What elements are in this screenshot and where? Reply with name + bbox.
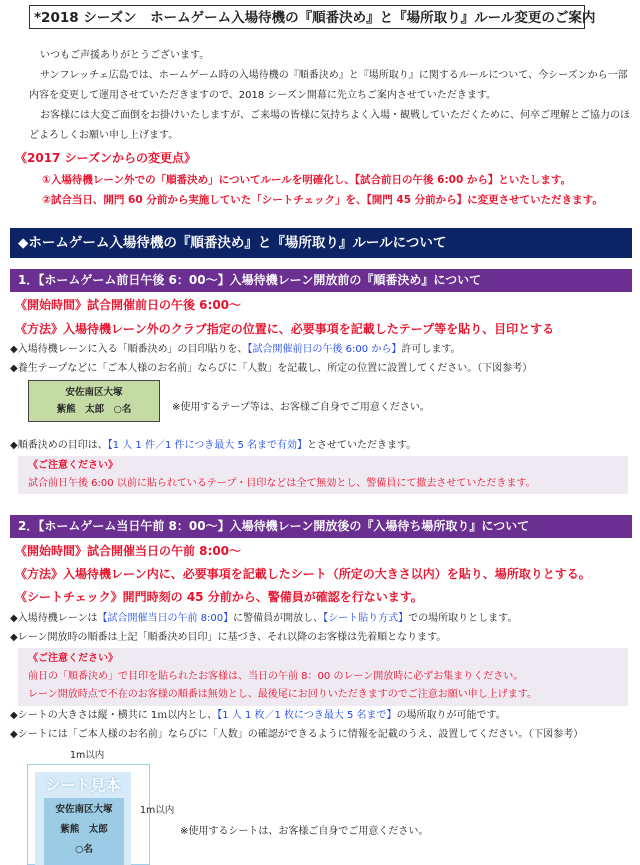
page-title: *2018 シーズン ホームゲーム入場待機の『順番決め』と『場所取り』ルール変更のご案内: [29, 5, 585, 29]
sheet-label-line: 安佐南区大塚: [55, 804, 113, 815]
section2-header: 2．【ホームゲーム当日午前 8：00～】入場待機レーン開放後の『入場待ち場所取り』について: [10, 515, 632, 538]
section2-bullet: ◆レーン開放時の順番は上記「順番決め目印」に基づき、それ以降のお客様は先着順となります。: [10, 632, 447, 643]
tape-label-sample: [28, 380, 160, 422]
section2-start-time: 《開始時間》試合開催当日の午前 8:00～: [15, 544, 242, 558]
intro-line: お客様には大変ご面倒をお掛けいたしますが、ご来場の皆様に気持ちよく入場・観戦していただくために、何卒ご理解とご協力のほ: [40, 110, 630, 121]
section1-bullet: ◆養生テープなどに「ご本人様のお名前」ならびに「人数」を記載し、所定の位置に設置してください。（下図参考）: [10, 363, 533, 374]
changes-heading: 《2017 シーズンからの変更点》: [15, 151, 196, 165]
intro-line: いつもご声援ありがとうございます。: [40, 50, 210, 61]
section2-method: 《方法》入場待機レーン内に、必要事項を記載したシート（所定の大きさ以内）を貼り、場所取りとする。: [15, 567, 591, 581]
change-item: ①入場待機レーン外での「順番決め」についてルールを明確化し、【試合前日の午後 6:00 から】といたします。: [42, 174, 572, 186]
sheet-label-line: 紫熊 太郎: [60, 824, 108, 835]
intro-line: サンフレッチェ広島では、ホームゲーム時の入場待機の『順番決め』と『場所取り』に関するルールについて、今シーズンから一部: [40, 70, 628, 81]
section2-sheet-check: 《シートチェック》開門時刻の 45 分前から、警備員が確認を行ないます。: [15, 590, 423, 604]
section2-caution-line: レーン開放時点で不在のお客様の順番は無効とし、最後尾にお回りいただきますのでご注意お願い申し上げます。: [28, 689, 537, 700]
section1-caution-text: 試合前日午後 6:00 以前に貼られているテープ・目印などは全て無効とし、警備員にて撤去させていただきます。: [28, 478, 536, 489]
tape-note: ※使用するテープ等は、お客様ご自身でご用意ください。: [172, 402, 430, 413]
section1-method: 《方法》入場待機レーン外のクラブ指定の位置に、必要事項を記載したテープ等を貼り、目印とする: [15, 322, 555, 336]
section2-bullet: ◆入場待機レーンは【試合開催当日の午前 8:00】に警備員が開放し、【シート貼り方式】での場所取りとします。: [10, 613, 518, 624]
section2-bullet: ◆シートの大きさは縦・横共に 1ｍ以内とし、【1 人 1 枚／1 枚につき最大 5 名まで】の場所取りが可能です。: [10, 710, 506, 721]
change-item: ②試合当日、開門 60 分前から実施していた「シートチェック」を、【開門 45 分前から】に変更させていただきます。: [42, 194, 603, 206]
sheet-height-dimension: 1m以内: [140, 805, 175, 816]
section1-caution-title: 《ご注意ください》: [28, 460, 118, 471]
section1-bullet: ◆順番決めの目印は、【1 人 1 件／1 件につき最大 5 名まで有効】とさせていただきます。: [10, 440, 417, 451]
intro-line: どよろしくお願い申し上げます。: [29, 130, 179, 141]
section1-header: 1．【ホームゲーム前日午後 6：00～】入場待機レーン開放前の『順番決め』について: [10, 269, 632, 292]
section1-start-time: 《開始時間》試合開催前日の午後 6:00～: [15, 298, 242, 312]
section1-bullet: ◆入場待機レーンに入る「順番決め」の目印貼りを、【試合開催前日の午後 6:00 から】許可します。: [10, 344, 461, 355]
tape-label-line: 紫熊 太郎 ○名: [56, 404, 132, 415]
sheet-sample-title: シート見本: [45, 776, 121, 794]
tape-label-line: 安佐南区大塚: [65, 387, 123, 398]
section2-caution-title: 《ご注意ください》: [28, 653, 118, 664]
sheet-note: ※使用するシートは、お客様ご自身でご用意ください。: [180, 826, 429, 837]
section2-bullet: ◆シートには「ご本人様のお名前」ならびに「人数」の確認ができるように情報を記載のうえ、設置してください。（下図参考）: [10, 729, 584, 740]
main-section-header: ◆ホームゲーム入場待機の『順番決め』と『場所取り』ルールについて: [10, 228, 632, 258]
sheet-width-dimension: 1m以内: [70, 750, 105, 761]
intro-line: 内容を変更して運用させていただきますので、2018 シーズン開幕に先立ちご案内させていただきます。: [29, 90, 497, 101]
section2-caution-line: 前日の「順番決め」で目印を貼られたお客様は、当日の午前 8：00 のレーン開放時に必ずお集まりください。: [28, 671, 524, 682]
sheet-label-sample: [44, 798, 124, 865]
sheet-label-line: ○名: [75, 844, 93, 855]
